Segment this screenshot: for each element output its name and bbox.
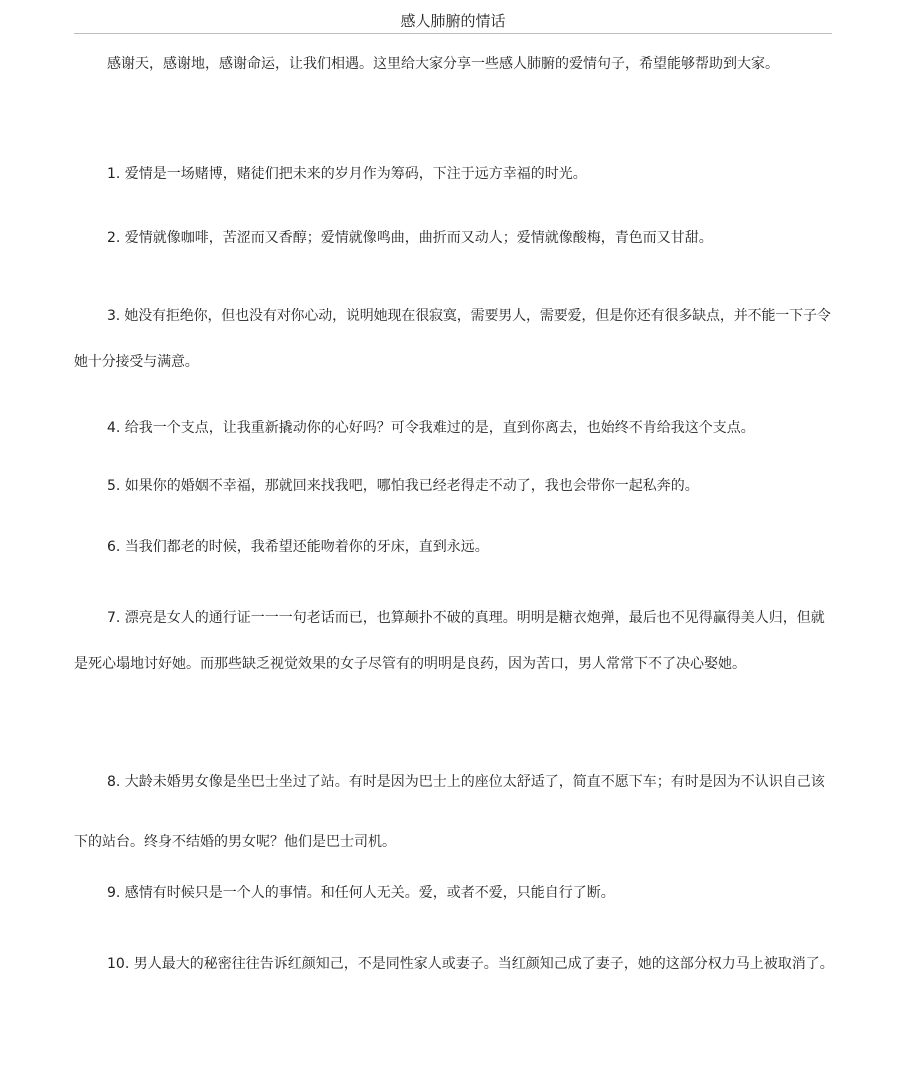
- quote-paragraph-10: 10. 男人最大的秘密往往告诉红颜知己，不是同性家人或妻子。当红颜知己成了妻子，她的这部分权力马上被取消了。: [107, 956, 834, 972]
- quote-paragraph-3: 3. 她没有拒绝你，但也没有对你心动，说明她现在很寂寞，需要男人，需要爱，但是你还有很多缺点，并不能一下子令她十分接受与满意。: [74, 308, 831, 370]
- quote-paragraph-6: 6. 当我们都老的时候，我希望还能吻着你的牙床，直到永远。: [107, 539, 489, 555]
- quote-paragraph-2: 2. 爱情就像咖啡，苦涩而又香醇；爱情就像鸣曲，曲折而又动人；爱情就像酸梅，青色而又甘甜。: [107, 230, 713, 246]
- quote-paragraph-4: 4. 给我一个支点，让我重新撬动你的心好吗？可令我难过的是，直到你离去，也始终不肯给我这个支点。: [107, 420, 755, 436]
- quote-paragraph-9: 9. 感情有时候只是一个人的事情。和任何人无关。爱，或者不爱，只能自行了断。: [107, 885, 615, 901]
- intro-paragraph: 感谢天，感谢地，感谢命运，让我们相遇。这里给大家分享一些感人肺腑的爱情句子，希望能够帮助到大家。: [107, 56, 779, 72]
- quote-paragraph-1: 1. 爱情是一场赌博，赌徒们把未来的岁月作为筹码，下注于远方幸福的时光。: [107, 166, 587, 182]
- quote-paragraph-7: 7. 漂亮是女人的通行证一一一句老话而已，也算颠扑不破的真理。明明是糖衣炮弹，最后也不见得赢得美人归，但就是死心塌地讨好她。而那些缺乏视觉效果的女子尽管有的明明是良药，因为苦口，男人常常下不了决心娶她。: [74, 610, 825, 672]
- document-title: 感人肺腑的情话: [74, 10, 832, 34]
- quote-paragraph-8: 8. 大龄未婚男女像是坐巴士坐过了站。有时是因为巴士上的座位太舒适了，简直不愿下车；有时是因为不认识自己该下的站台。终身不结婚的男女呢？他们是巴士司机。: [74, 774, 825, 850]
- quote-paragraph-5: 5. 如果你的婚姻不幸福，那就回来找我吧，哪怕我已经老得走不动了，我也会带你一起私奔的。: [107, 478, 699, 494]
